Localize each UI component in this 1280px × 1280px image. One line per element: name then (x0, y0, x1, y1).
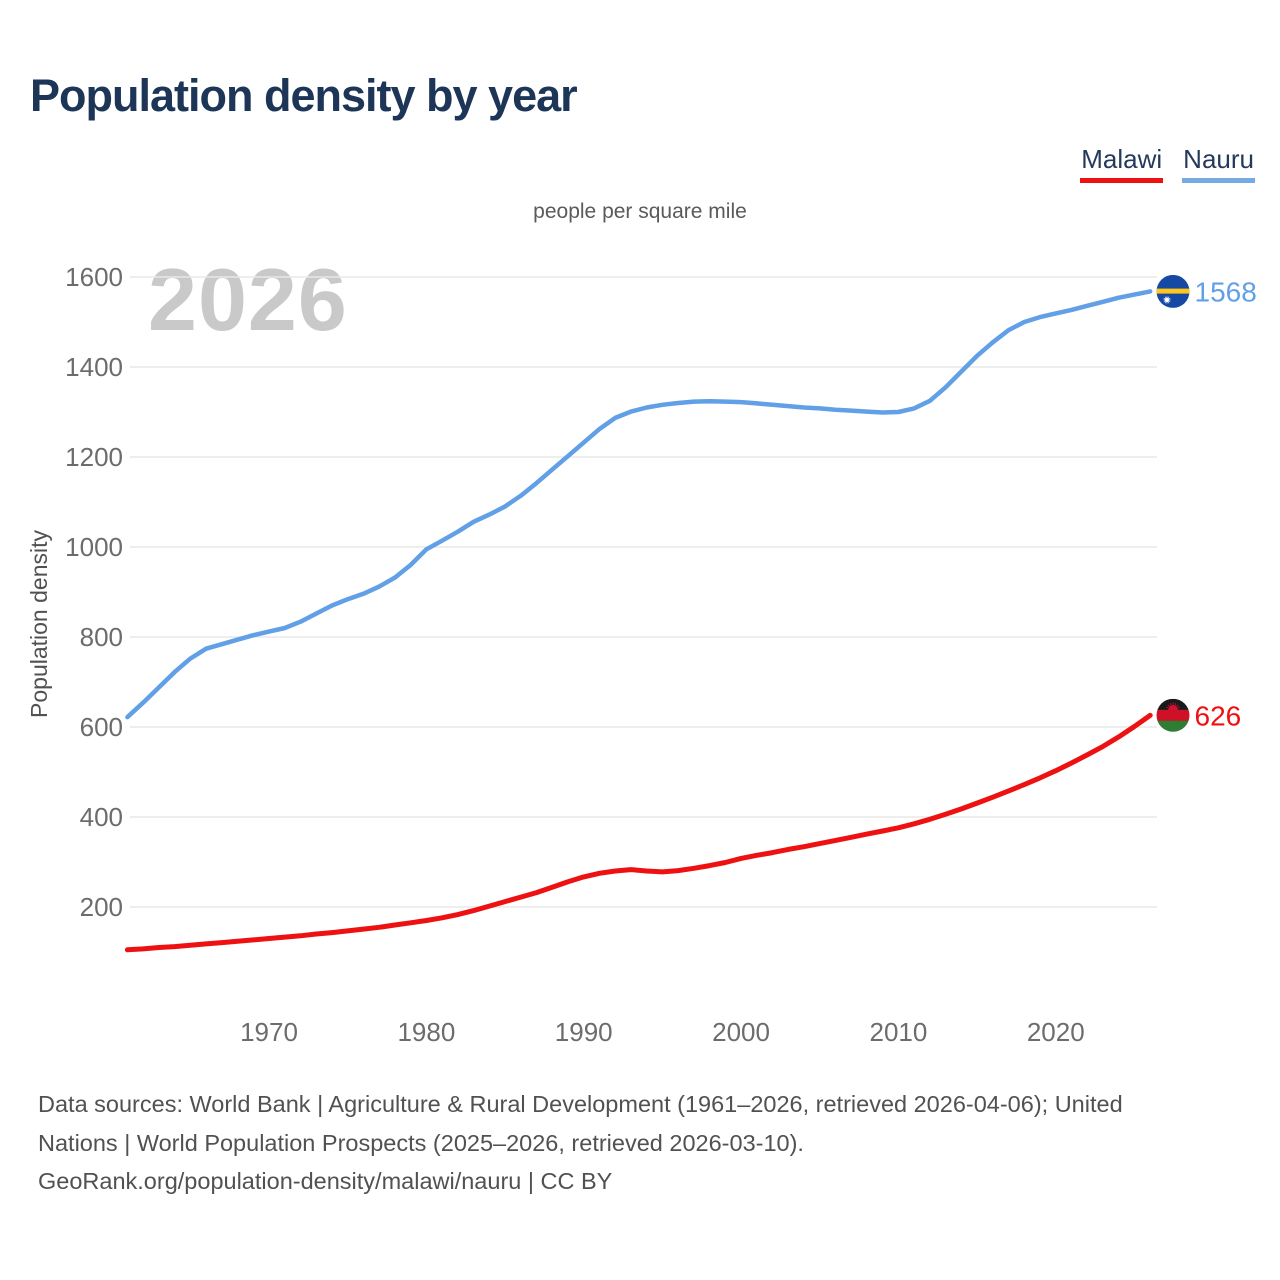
y-tick-label: 200 (79, 892, 123, 922)
line-nauru (127, 291, 1150, 717)
x-tick-label: 1970 (240, 1017, 298, 1047)
y-axis-label: Population density (26, 530, 52, 718)
x-tick-label: 2020 (1026, 1017, 1085, 1047)
malawi-flag-icon (1157, 699, 1190, 732)
legend-item-nauru[interactable]: Nauru (1182, 146, 1255, 183)
page-title: Population density by year (30, 70, 577, 121)
x-tick-label: 2000 (712, 1017, 770, 1047)
y-tick-label: 600 (79, 712, 123, 742)
legend (1080, 146, 1255, 183)
footer (38, 1085, 1253, 1201)
footer-attribution-link[interactable]: GeoRank.org/population-density/malawi/nauru | CC BY (38, 1168, 613, 1194)
y-tick-label: 400 (79, 802, 123, 832)
chart-unit-subtitle: people per square mile (533, 200, 747, 223)
nauru-flag-icon (1157, 275, 1190, 308)
x-tick-label: 1990 (554, 1017, 613, 1047)
y-tick-label: 1400 (65, 352, 123, 382)
footer-data-sources-line2: Nations | World Population Prospects (2025–2026, retrieved 2026-03-10). (38, 1129, 804, 1156)
y-tick-label: 1000 (65, 532, 123, 562)
end-value-label-nauru: 1568 (1194, 276, 1257, 308)
y-tick-label: 800 (79, 622, 123, 652)
line-malawi (127, 715, 1150, 950)
y-tick-label: 1600 (65, 262, 123, 292)
x-tick-label: 1980 (397, 1017, 456, 1047)
footer-data-sources-line1: Data sources: World Bank | Agriculture & Rural Development (1961–2026, retrieved 2026-04-06); United (38, 1091, 1123, 1117)
y-tick-label: 1200 (65, 442, 123, 472)
end-value-label-malawi: 626 (1194, 700, 1242, 732)
year-watermark: 2026 (148, 250, 348, 349)
x-tick-label: 2010 (869, 1017, 928, 1047)
legend-item-malawi[interactable]: Malawi (1080, 146, 1163, 183)
